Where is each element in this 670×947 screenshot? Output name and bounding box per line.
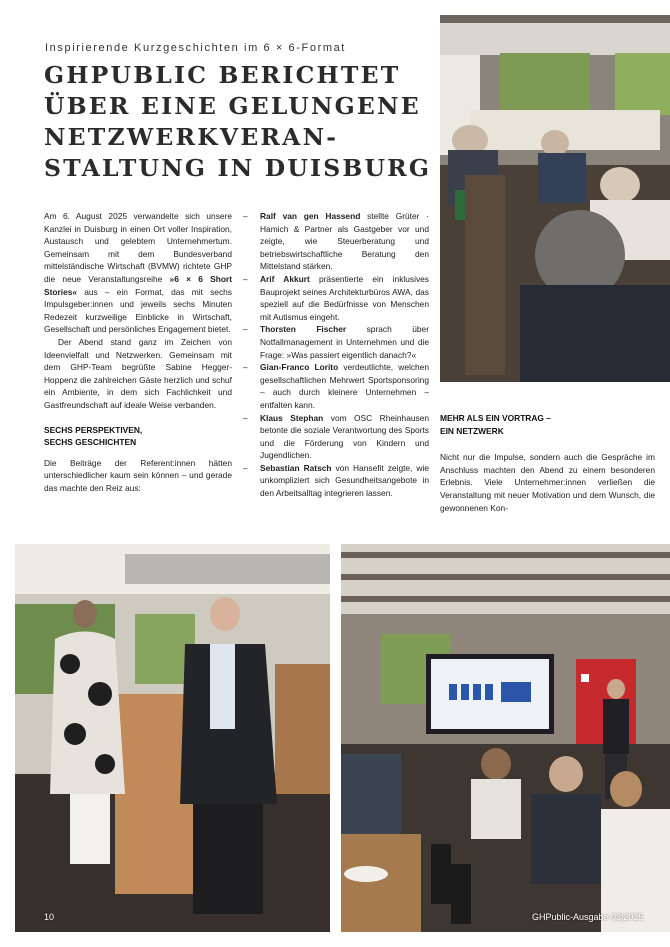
presentation-photo xyxy=(341,544,670,932)
text-column-3 xyxy=(440,412,655,514)
subheading-perspectives: SECHS PERSPEKTIVEN, SECHS GESCHICHTEN xyxy=(44,424,143,448)
speaker-item: – Klaus Stephan vom OSC Rheinhausen betonte die soziale Verantwortung des Sports und die Förderung von Kindern und Jugendlichen. xyxy=(243,412,429,462)
article-kicker: Inspirierende Kurzgeschichten im 6 × 6-Format xyxy=(45,42,346,54)
headline-line: GHPUBLIC BERICHTET xyxy=(44,61,401,89)
headline-line: NETZWERKVERAN- xyxy=(44,123,339,151)
speaker-list xyxy=(243,210,429,500)
headline-line: ÜBER EINE GELUNGENE xyxy=(44,92,421,120)
speaker-item: – Sebastian Ratsch von Hansefit zeigte, wie unkompliziert sich Gesundheitsangebote in den Arbeitsalltag integrieren lassen. xyxy=(243,462,429,500)
speaker-item: – Arif Akkurt präsentierte ein inklusives Bauprojekt seines Architekturbüros AWA, das speziell auf die Bedürfnisse von Menschen mit Autismus eingeht. xyxy=(243,273,429,323)
text-column-1 xyxy=(44,210,232,494)
issue-label: GHPublic-Ausgabe 03|2025 xyxy=(532,912,644,922)
speaker-item: – Gian-Franco Lorito verdeutlichte, welchen gesellschaftlichen Mehrwert Sportsponsoring – auch durch kleinere Unternehmen – entfalten kann. xyxy=(243,361,429,411)
paragraph-3: Die Beiträge der Referent:innen hätten unterschiedlicher kaum sein können – und gerade das machte den Reiz aus: xyxy=(44,457,232,493)
paragraph-4: Nicht nur die Impulse, sondern auch die Gespräche im Anschluss machten den Abend zu einem besonderen Erlebnis. Viele Unternehmer:innen verließen die Veranstaltung mit neuer Motivation und dem Wunsch, die gewonnenen Kon- xyxy=(440,452,655,513)
speaker-item: – Ralf van gen Hassend stellte Grüter · Hamich & Partner als Gastgeber vor und zeigte, wie Steuerberatung und betriebswirtschaftliche Beratung den Mittelstand stärken. xyxy=(243,210,429,273)
speaker-item: – Thorsten Fischer sprach über Notfallmanagement in Unternehmen und die Frage: »Was passiert eigentlich danach?« xyxy=(243,323,429,361)
audience-photo xyxy=(440,15,670,382)
headline-line: STALTUNG IN DUISBURG xyxy=(44,154,432,182)
text-column-2 xyxy=(243,210,429,500)
subheading-network: MEHR ALS EIN VORTRAG – EIN NETZWERK xyxy=(440,413,551,436)
intro-paragraph: Am 6. August 2025 verwandelte sich unsere Kanzlei in Duisburg in einen Ort voller Inspiration, Austausch und gelebtem Unternehmertum. Gemeinsam mit dem Bundesverband mittelständische Wirtschaft (BVMW) richtete GHP die neue Veranstaltungsreihe »6 × 6 Short Stories« aus – ein Format, das mit sechs Impulsgeber:innen und jeweils sechs Minuten Redezeit kurzweilige Einblicke in Wirtschaft, Gesellschaft und persönliches Engagement bietet. xyxy=(44,211,232,335)
article-headline xyxy=(44,60,434,184)
series-name: »6 × 6 Short Stories« xyxy=(44,273,232,297)
paragraph-2: Der Abend stand ganz im Zeichen von Ideenvielfalt und Netzwerken. Gemeinsam mit dem GHP-Team begrüßte Sabine Hegger-Hoppenz die zahlreichen Gäste herzlich und schuf ein Ambiente, in dem sich Fachlichkeit und Gastfreundschaft auf ideale Weise verbanden. xyxy=(44,336,232,410)
two-guests-photo xyxy=(15,544,330,932)
page-number: 10 xyxy=(44,912,55,922)
